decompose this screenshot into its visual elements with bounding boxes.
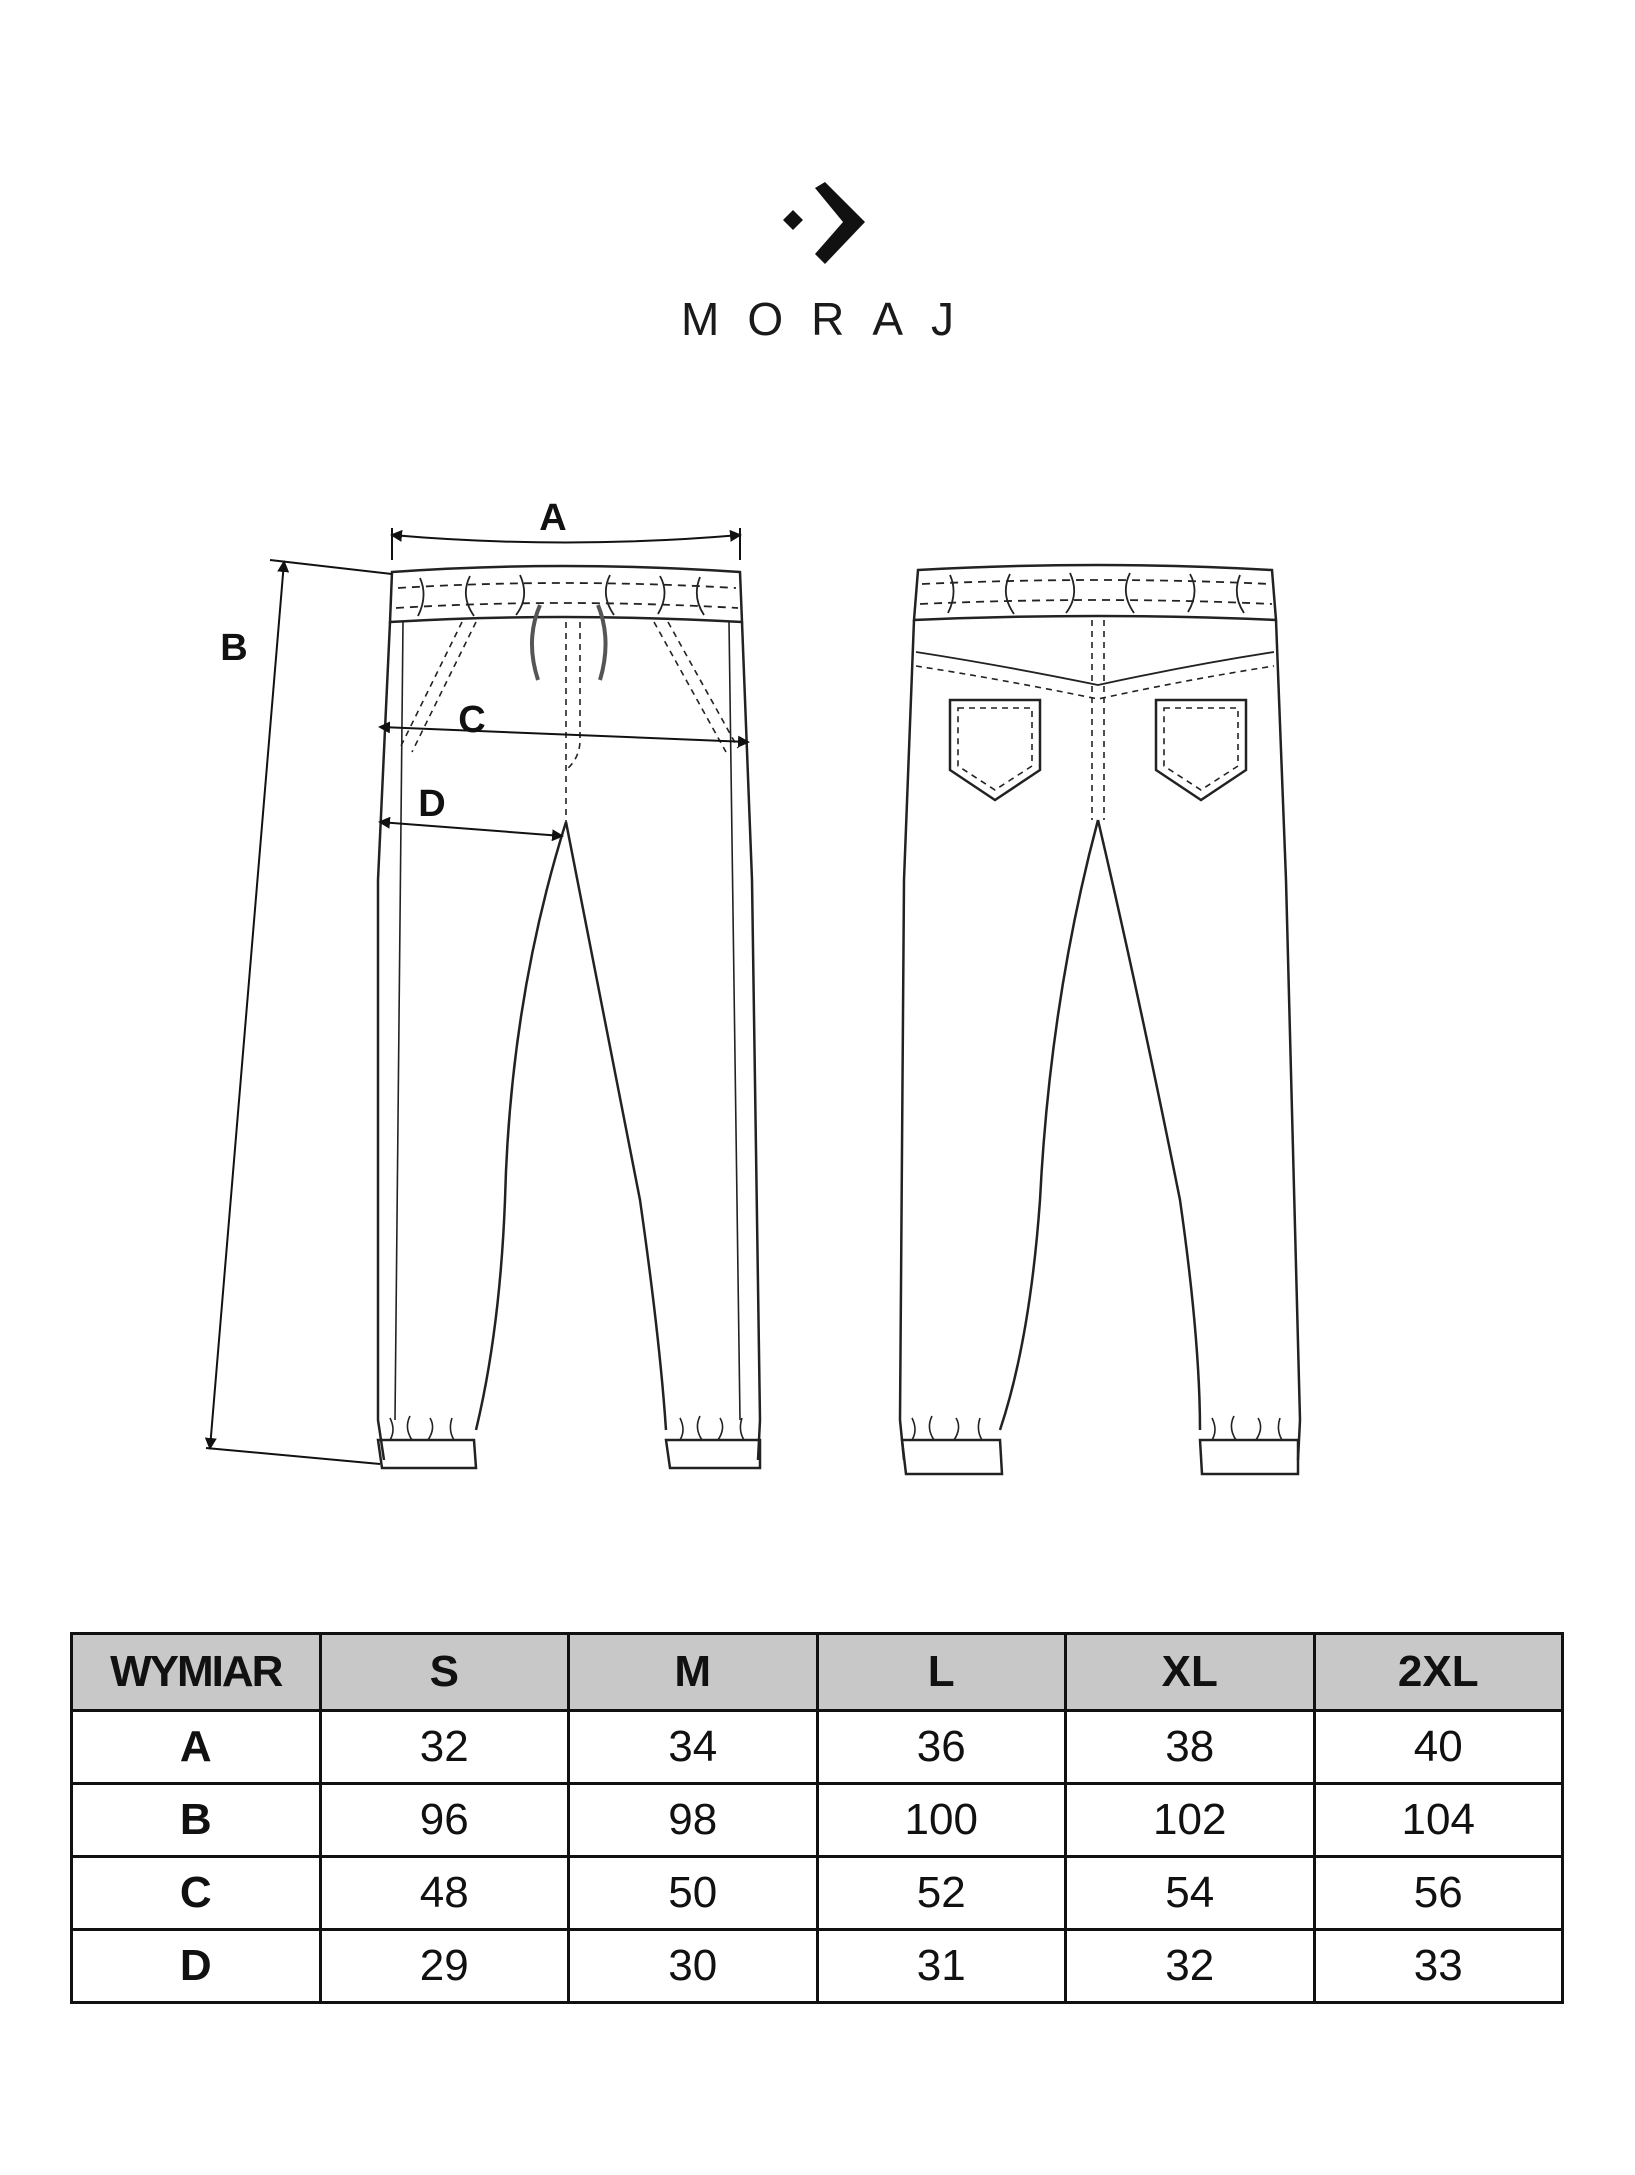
table-cell: 50: [569, 1857, 818, 1930]
dimension-d-line: [380, 822, 562, 836]
header-size-s: S: [320, 1634, 569, 1711]
table-cell: 102: [1066, 1784, 1315, 1857]
row-label: B: [72, 1784, 321, 1857]
table-cell: 52: [817, 1857, 1066, 1930]
table-cell: 30: [569, 1930, 818, 2003]
table-cell: 38: [1066, 1711, 1315, 1784]
table-cell: 40: [1314, 1711, 1563, 1784]
table-cell: 36: [817, 1711, 1066, 1784]
table-cell: 56: [1314, 1857, 1563, 1930]
size-table-header: [72, 1634, 1563, 1711]
table-row: [72, 1784, 1563, 1857]
table-cell: 29: [320, 1930, 569, 2003]
dimension-a-label: A: [539, 497, 567, 539]
back-view: [900, 565, 1300, 1474]
table-cell: 100: [817, 1784, 1066, 1857]
header-size-m: M: [569, 1634, 818, 1711]
dimension-d-label: D: [418, 783, 446, 825]
table-cell: 96: [320, 1784, 569, 1857]
dimension-b-line: [210, 562, 284, 1448]
size-table: [70, 1632, 1564, 2004]
table-cell: 98: [569, 1784, 818, 1857]
table-cell: 32: [1066, 1930, 1315, 2003]
table-cell: 54: [1066, 1857, 1315, 1930]
table-cell: 48: [320, 1857, 569, 1930]
table-row: [72, 1857, 1563, 1930]
front-view: [378, 566, 760, 1468]
table-cell: 34: [569, 1711, 818, 1784]
row-label: A: [72, 1711, 321, 1784]
row-label: C: [72, 1857, 321, 1930]
dimension-c-line: [380, 727, 748, 742]
row-label: D: [72, 1930, 321, 2003]
table-cell: 31: [817, 1930, 1066, 2003]
table-row: [72, 1711, 1563, 1784]
brand-name: MORAJ: [681, 293, 982, 345]
table-cell: 33: [1314, 1930, 1563, 2003]
table-cell: 104: [1314, 1784, 1563, 1857]
header-dimension: WYMIAR: [72, 1634, 321, 1711]
dimension-lines: [206, 528, 748, 1464]
header-size-xl: XL: [1066, 1634, 1315, 1711]
dimension-c-label: C: [458, 699, 486, 741]
header-size-l: L: [817, 1634, 1066, 1711]
header-size-2xl: 2XL: [1314, 1634, 1563, 1711]
table-cell: 32: [320, 1711, 569, 1784]
dimension-b-label: B: [220, 627, 248, 669]
table-row: [72, 1930, 1563, 2003]
